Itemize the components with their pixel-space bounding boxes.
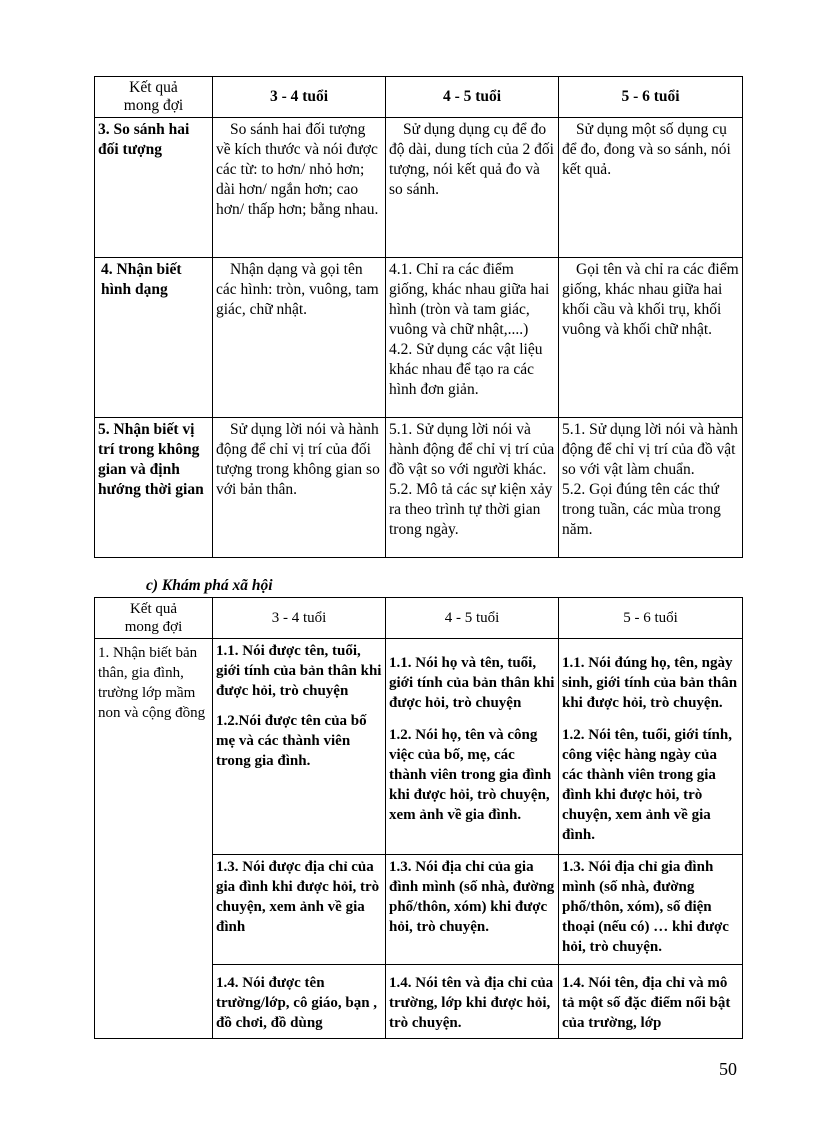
cell-4-5: 1.4. Nói tên và địa chỉ của trường, lớp khi được hỏi, trò chuyện. xyxy=(386,965,559,1039)
item-1-2: 1.2. Nói tên, tuổi, giới tính, công việc hàng ngày của các thành viên trong gia đình khi được hỏi, trò chuyện, xem ảnh về gia đình. xyxy=(562,727,732,843)
header-expected-results: Kết quả mong đợi xyxy=(95,598,213,639)
header-expected-results: Kết quả mong đợi xyxy=(95,77,213,118)
header-age-5-6: 5 - 6 tuổi xyxy=(559,598,743,639)
table-row xyxy=(95,639,743,855)
cell-5-6 xyxy=(559,639,743,855)
cell-5-6: 5.1. Sử dụng lời nói và hành động để chỉ vị trí của đồ vật so với vật làm chuẩn. 5.2. Gọi đúng tên các thứ trong tuần, các mùa trong năm. xyxy=(559,418,743,558)
cell-3-4: So sánh hai đối tượng về kích thước và nói được các từ: to hơn/ nhỏ hơn; dài hơn/ ngắn hơn; cao hơn/ thấp hơn; bằng nhau. xyxy=(213,118,386,258)
cell-5-6: Gọi tên và chỉ ra các điểm giống, khác nhau giữa hai khối cầu và khối trụ, khối vuông và khối chữ nhật. xyxy=(559,258,743,418)
header-age-4-5: 4 - 5 tuổi xyxy=(386,598,559,639)
item-1-1: 1.1. Nói đúng họ, tên, ngày sinh, giới tính của bản thân khi được hỏi, trò chuyện. xyxy=(562,655,738,711)
item-1-2: 1.2.Nói được tên của bố mẹ và các thành viên trong gia đình. xyxy=(216,713,367,769)
cell-5-6: 1.4. Nói tên, địa chỉ và mô tả một số đặc điểm nổi bật của trường, lớp xyxy=(559,965,743,1039)
expected-results-table-1 xyxy=(94,76,743,558)
header-age-4-5: 4 - 5 tuổi xyxy=(386,77,559,118)
expected-results-table-2 xyxy=(94,597,743,1039)
section-heading: c) Khám phá xã hội xyxy=(146,577,273,594)
table-row xyxy=(95,118,743,258)
table-row xyxy=(95,418,743,558)
item-1-1: 1.1. Nói được tên, tuổi, giới tính của bản thân khi được hỏi, trò chuyện xyxy=(216,643,382,699)
cell-3-4: 1.3. Nói được địa chỉ của gia đình khi được hỏi, trò chuyện, xem ảnh về gia đình xyxy=(213,855,386,965)
cell-3-4: Nhận dạng và gọi tên các hình: tròn, vuông, tam giác, chữ nhật. xyxy=(213,258,386,418)
header-age-5-6: 5 - 6 tuổi xyxy=(559,77,743,118)
row-label: 5. Nhận biết vị trí trong không gian và định hướng thời gian xyxy=(95,418,213,558)
cell-3-4: Sử dụng lời nói và hành động để chỉ vị trí của đối tượng trong không gian so với bản thân. xyxy=(213,418,386,558)
page-number: 50 xyxy=(719,1059,737,1079)
row-label: 4. Nhận biết hình dạng xyxy=(95,258,213,418)
cell-4-5: 1.3. Nói địa chỉ của gia đình mình (số nhà, đường phố/thôn, xóm) khi được hỏi, trò chuyện. xyxy=(386,855,559,965)
row-label: 1. Nhận biết bản thân, gia đình, trường lớp mầm non và cộng đồng xyxy=(95,639,213,1039)
cell-5-6: 1.3. Nói địa chỉ gia đình mình (số nhà, đường phố/thôn, xóm), số điện thoại (nếu có) … khi được hỏi, trò chuyện. xyxy=(559,855,743,965)
table-header-row xyxy=(95,598,743,639)
header-age-3-4: 3 - 4 tuổi xyxy=(213,598,386,639)
cell-4-5: 5.1. Sử dụng lời nói và hành động để chỉ vị trí của đồ vật so với người khác. 5.2. Mô tả các sự kiện xảy ra theo trình tự thời gian trong ngày. xyxy=(386,418,559,558)
cell-4-5: Sử dụng dụng cụ để đo độ dài, dung tích của 2 đối tượng, nói kết quả đo và so sánh. xyxy=(386,118,559,258)
item-1-2: 1.2. Nói họ, tên và công việc của bố, mẹ, các thành viên trong gia đình khi được hỏi, trò chuyện, xem ảnh về gia đình. xyxy=(389,727,552,823)
item-1-1: 1.1. Nói họ và tên, tuổi, giới tính của bản thân khi được hỏi, trò chuyện xyxy=(389,655,555,711)
cell-5-6: Sử dụng một số dụng cụ để đo, đong và so sánh, nói kết quả. xyxy=(559,118,743,258)
cell-4-5: 4.1. Chỉ ra các điểm giống, khác nhau giữa hai hình (tròn và tam giác, vuông và chữ nhật,....) 4.2. Sử dụng các vật liệu khác nhau để tạo ra các hình đơn giản. xyxy=(386,258,559,418)
cell-3-4: 1.4. Nói được tên trường/lớp, cô giáo, bạn , đồ chơi, đồ dùng xyxy=(213,965,386,1039)
header-age-3-4: 3 - 4 tuổi xyxy=(213,77,386,118)
cell-4-5 xyxy=(386,639,559,855)
table-row xyxy=(95,258,743,418)
cell-3-4 xyxy=(213,639,386,855)
row-label: 3. So sánh hai đối tượng xyxy=(95,118,213,258)
table-header-row xyxy=(95,77,743,118)
